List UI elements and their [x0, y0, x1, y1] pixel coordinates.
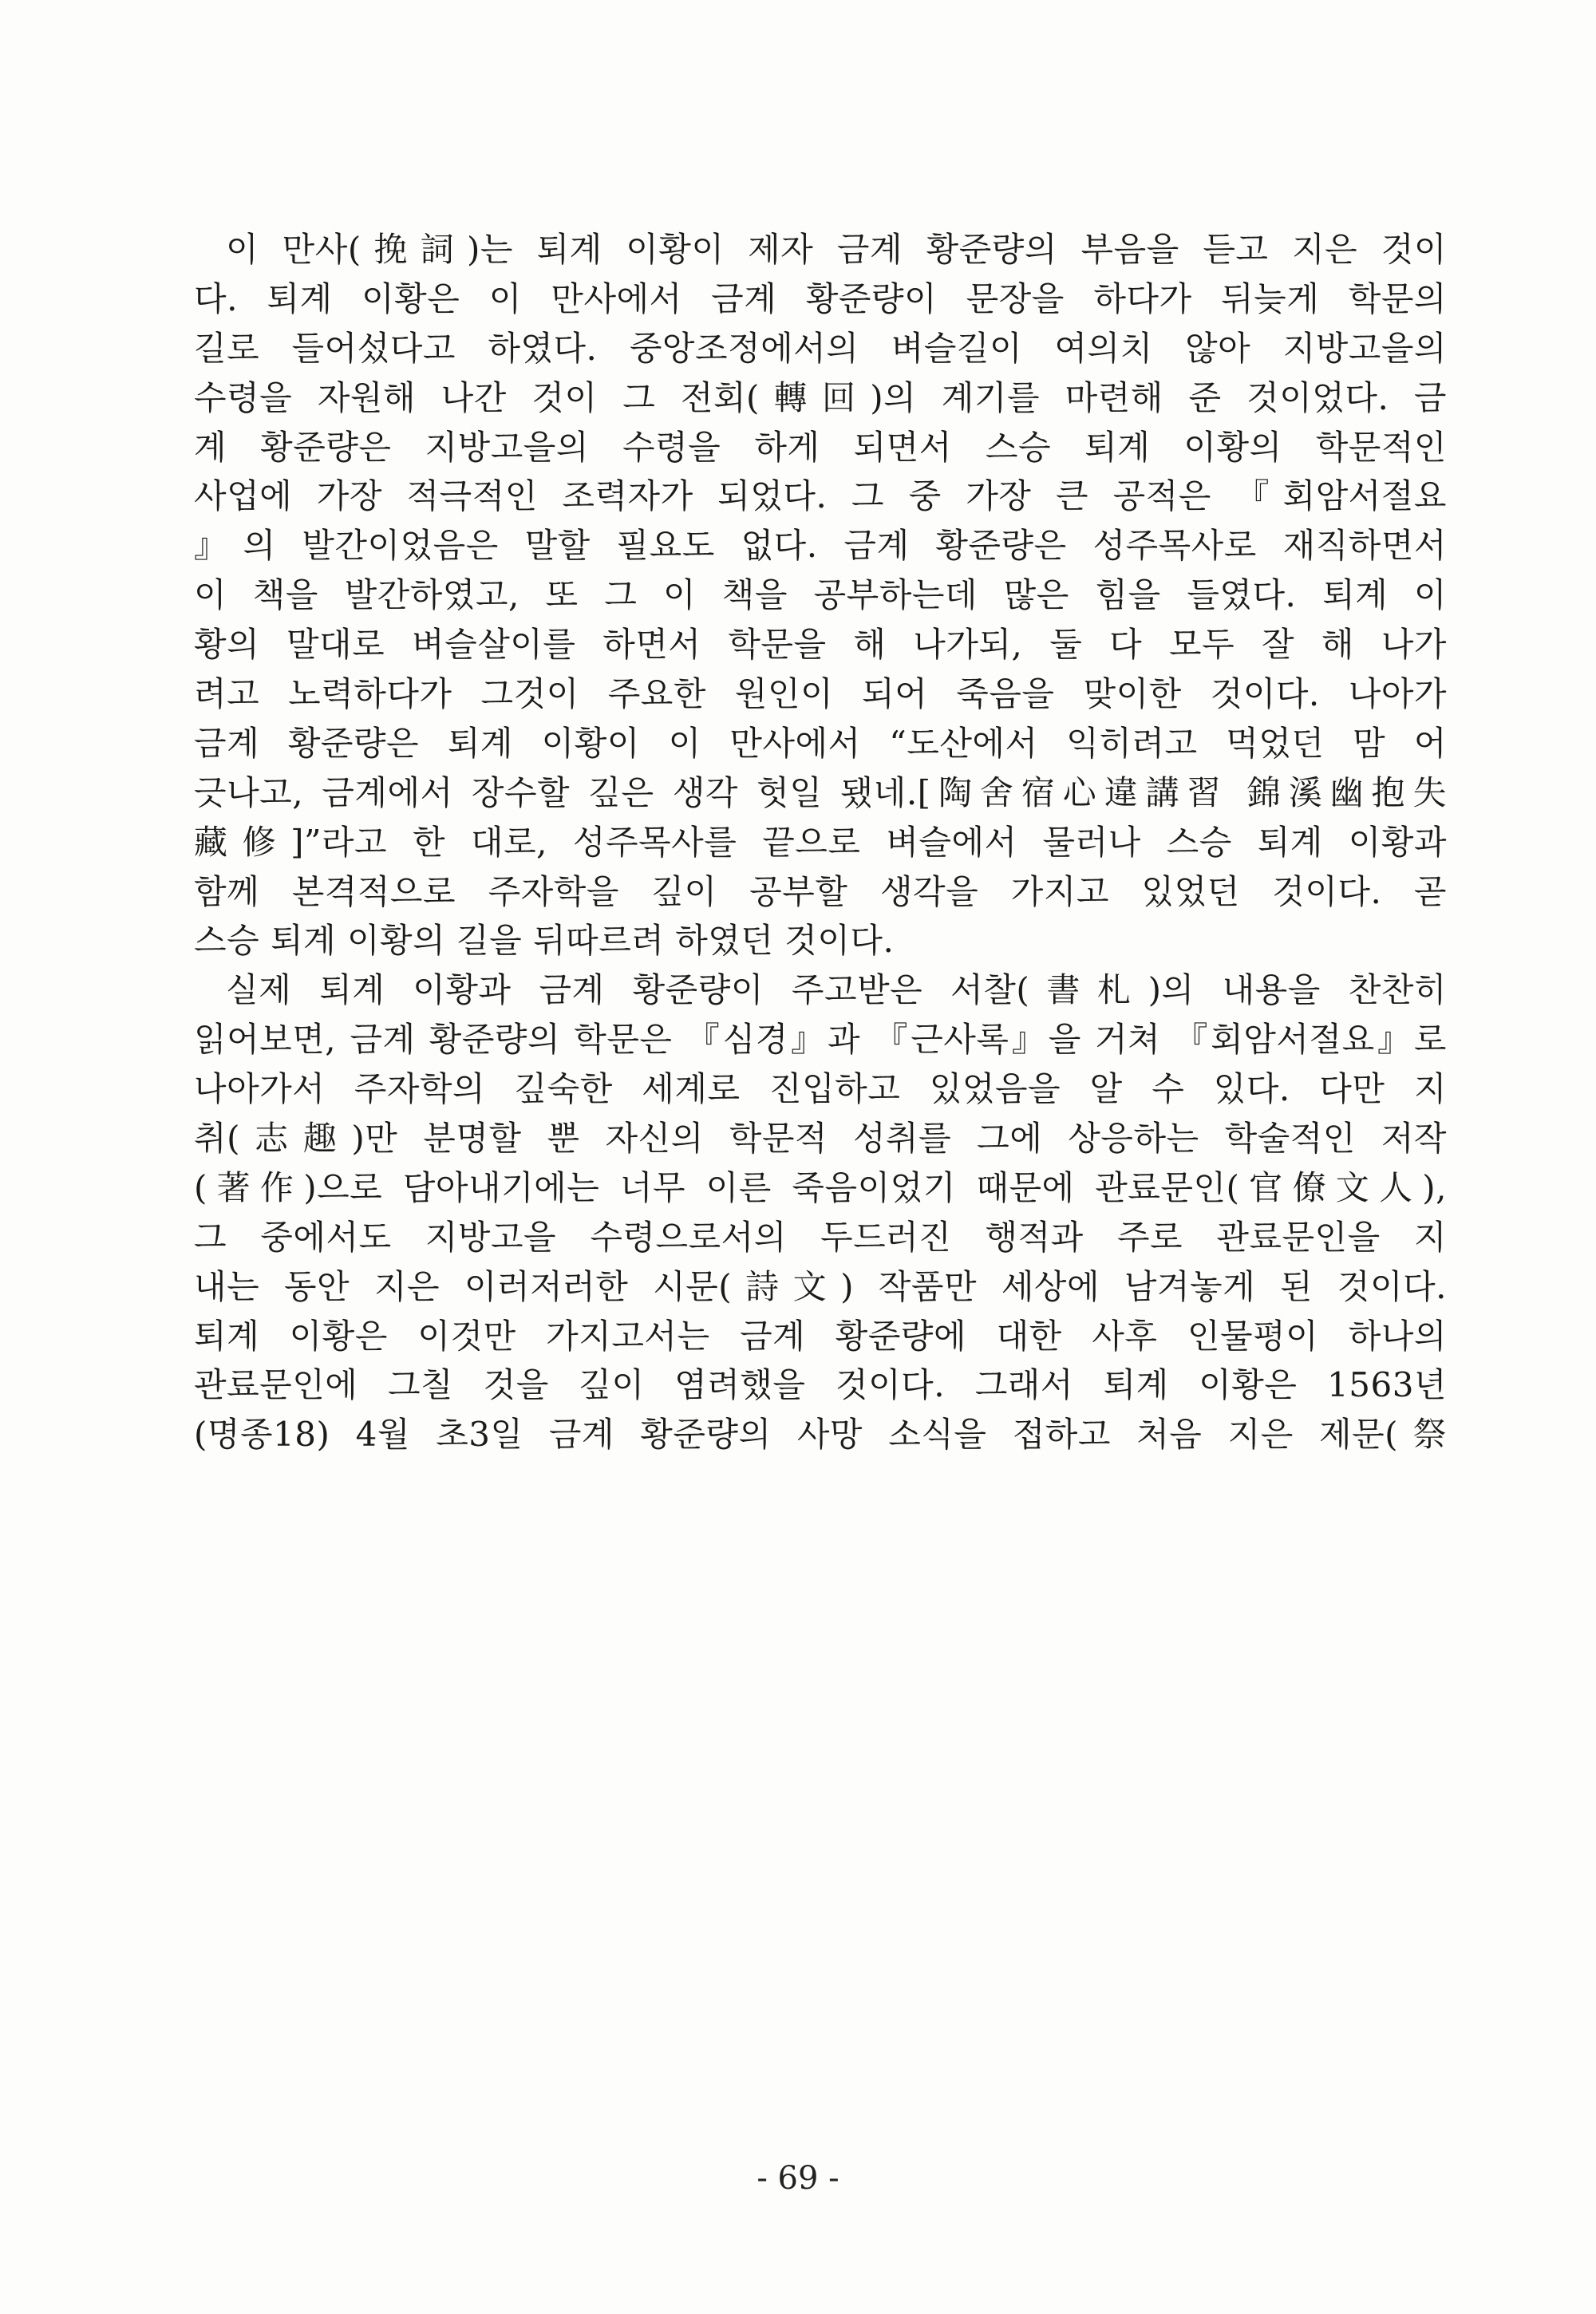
text-line: (명종18) 4월 초3일 금계 황준량의 사망 소식을 접하고 처음 지은 제문(祭 [194, 1415, 1447, 1455]
text-line: 이 만사(挽詞)는 퇴계 이황이 제자 금계 황준량의 부음을 듣고 지은 것이 [226, 230, 1447, 269]
paragraph-1 [194, 225, 1447, 965]
text-line: 려고 노력하다가 그것이 주요한 원인이 되어 죽음을 맞이한 것이다. 나아가 [194, 674, 1447, 714]
text-line: 취(志趣)만 분명할 뿐 자신의 학문적 성취를 그에 상응하는 학술적인 저작 [194, 1119, 1447, 1159]
text-line: 내는 동안 지은 이러저러한 시문(詩文) 작품만 세상에 남겨놓게 된 것이다. [194, 1266, 1447, 1306]
text-line: 藏修]”라고 한 대로, 성주목사를 끝으로 벼슬에서 물러나 스승 퇴계 이황과 [194, 822, 1447, 862]
text-line: 이 책을 발간하였고, 또 그 이 책을 공부하는데 많은 힘을 들였다. 퇴계 이 [194, 575, 1447, 615]
paragraph-2 [194, 965, 1447, 1459]
text-line: 황의 말대로 벼슬살이를 하면서 학문을 해 나가되, 둘 다 모두 잘 해 나가 [194, 625, 1447, 665]
text-line: 금계 황준량은 퇴계 이황이 이 만사에서 “도산에서 익히려고 먹었던 맘 어 [194, 723, 1447, 763]
text-line: 다. 퇴계 이황은 이 만사에서 금계 황준량이 문장을 하다가 뒤늦게 학문의 [194, 278, 1447, 318]
page-number: - 69 - [757, 2160, 839, 2197]
text-line: 그 중에서도 지방고을 수령으로서의 두드러진 행적과 주로 관료문인을 지 [194, 1217, 1447, 1257]
text-line: 계 황준량은 지방고을의 수령을 하게 되면서 스승 퇴계 이황의 학문적인 [194, 427, 1447, 467]
text-line: 퇴계 이황은 이것만 가지고서는 금계 황준량에 대한 사후 인물평이 하나의 [194, 1316, 1447, 1356]
text-line: 읽어보면, 금계 황준량의 학문은 『심경』과 『근사록』을 거쳐 『회암서절요』로 [194, 1020, 1447, 1060]
text-line: 관료문인에 그칠 것을 깊이 염려했을 것이다. 그래서 퇴계 이황은 1563년 [194, 1365, 1447, 1405]
text-line: 』의 발간이었음은 말할 필요도 없다. 금계 황준량은 성주목사로 재직하면서 [194, 526, 1447, 566]
text-line: 실제 퇴계 이황과 금계 황준량이 주고받은 서찰(書札)의 내용을 찬찬히 [226, 970, 1447, 1010]
text-line: 사업에 가장 적극적인 조력자가 되었다. 그 중 가장 큰 공적은 『회암서절요 [194, 476, 1447, 516]
text-line: 나아가서 주자학의 깊숙한 세계로 진입하고 있었음을 알 수 있다. 다만 지 [194, 1069, 1447, 1109]
text-line: 함께 본격적으로 주자학을 깊이 공부할 생각을 가지고 있었던 것이다. 곧 [194, 871, 1447, 911]
text-line: 수령을 자원해 나간 것이 그 전회(轉回)의 계기를 마련해 준 것이었다. 금 [194, 377, 1447, 417]
text-line: 긋나고, 금계에서 장수할 깊은 생각 헛일 됐네.[陶舍宿心違講習 錦溪幽抱失 [194, 772, 1447, 812]
text-line: 길로 들어섰다고 하였다. 중앙조정에서의 벼슬길이 여의치 않아 지방고을의 [194, 328, 1447, 368]
body-text [194, 225, 1447, 1459]
text-line: (著作)으로 담아내기에는 너무 이른 죽음이었기 때문에 관료문인(官僚文人), [194, 1167, 1447, 1207]
text-line: 스승 퇴계 이황의 길을 뒤따르려 하였던 것이다. [194, 921, 895, 961]
